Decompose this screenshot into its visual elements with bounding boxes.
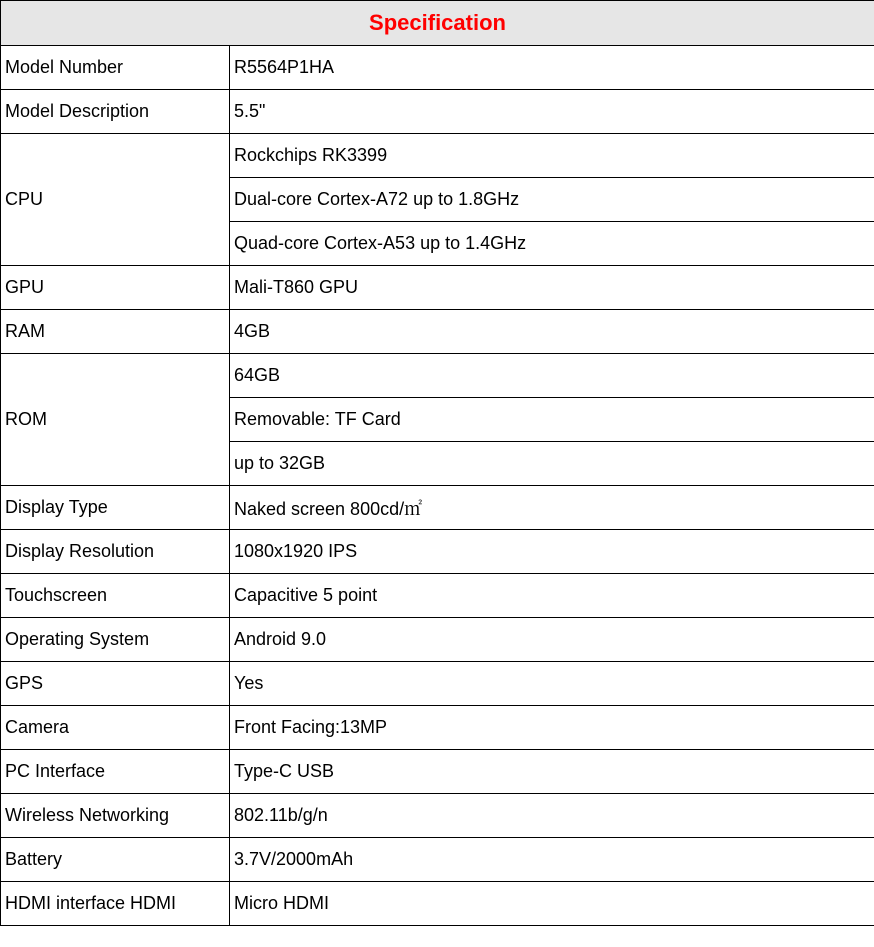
table-row (1, 354, 874, 398)
table-title: Specification (1, 1, 874, 46)
spec-value-display-resolution: 1080x1920 IPS (230, 530, 874, 574)
spec-label-ram: RAM (1, 310, 230, 354)
table-row (1, 486, 874, 530)
spec-value-cpu-chip: Rockchips RK3399 (230, 134, 874, 178)
spec-value-operating-system: Android 9.0 (230, 618, 874, 662)
spec-label-model-number: Model Number (1, 46, 230, 90)
spec-label-touchscreen: Touchscreen (1, 574, 230, 618)
table-row (1, 706, 874, 750)
spec-value-gps: Yes (230, 662, 874, 706)
table-row (1, 266, 874, 310)
table-row (1, 794, 874, 838)
spec-label-display-resolution: Display Resolution (1, 530, 230, 574)
spec-label-pc-interface: PC Interface (1, 750, 230, 794)
spec-label-cpu: CPU (1, 134, 230, 266)
spec-label-operating-system: Operating System (1, 618, 230, 662)
spec-label-gpu: GPU (1, 266, 230, 310)
spec-value-display-type: Naked screen 800cd/㎡ (230, 486, 874, 530)
spec-value-battery: 3.7V/2000mAh (230, 838, 874, 882)
spec-label-battery: Battery (1, 838, 230, 882)
spec-label-rom: ROM (1, 354, 230, 486)
spec-value-pc-interface: Type-C USB (230, 750, 874, 794)
spec-value-rom-removable: Removable: TF Card (230, 398, 874, 442)
spec-label-model-description: Model Description (1, 90, 230, 134)
table-row (1, 882, 874, 926)
table-row (1, 134, 874, 178)
table-row (1, 838, 874, 882)
spec-label-gps: GPS (1, 662, 230, 706)
table-row (1, 310, 874, 354)
spec-value-gpu: Mali-T860 GPU (230, 266, 874, 310)
spec-value-rom-max: up to 32GB (230, 442, 874, 486)
table-row (1, 618, 874, 662)
table-row (1, 750, 874, 794)
spec-value-rom-size: 64GB (230, 354, 874, 398)
spec-value-touchscreen: Capacitive 5 point (230, 574, 874, 618)
spec-label-display-type: Display Type (1, 486, 230, 530)
spec-value-model-number: R5564P1HA (230, 46, 874, 90)
spec-label-hdmi-interface: HDMI interface HDMI (1, 882, 230, 926)
spec-value-cpu-dual-core: Dual-core Cortex-A72 up to 1.8GHz (230, 178, 874, 222)
spec-value-wireless-networking: 802.11b/g/n (230, 794, 874, 838)
table-row (1, 46, 874, 90)
table-row (1, 90, 874, 134)
spec-value-camera: Front Facing:13MP (230, 706, 874, 750)
spec-value-ram: 4GB (230, 310, 874, 354)
spec-value-model-description: 5.5" (230, 90, 874, 134)
spec-label-wireless-networking: Wireless Networking (1, 794, 230, 838)
title-row (1, 1, 874, 46)
spec-value-hdmi-interface: Micro HDMI (230, 882, 874, 926)
spec-label-camera: Camera (1, 706, 230, 750)
table-row (1, 530, 874, 574)
table-row (1, 662, 874, 706)
table-row (1, 574, 874, 618)
spec-value-cpu-quad-core: Quad-core Cortex-A53 up to 1.4GHz (230, 222, 874, 266)
